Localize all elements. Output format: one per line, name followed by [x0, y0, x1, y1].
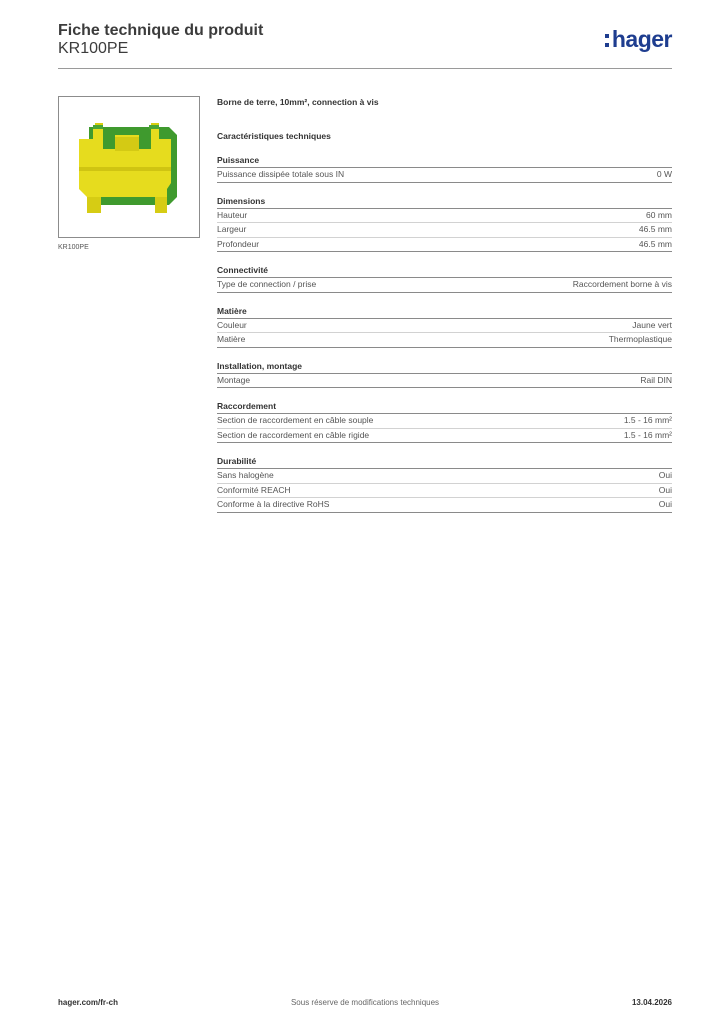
section-matiere — [217, 305, 672, 348]
spec-value: Thermoplastique — [608, 334, 672, 344]
spec-row — [217, 238, 672, 253]
image-caption: KR100PE — [58, 244, 89, 251]
spec-value: 1.5 - 16 mm² — [623, 415, 672, 425]
spec-row — [217, 223, 672, 238]
spec-heading: Caractéristiques techniques — [217, 131, 331, 141]
terminal-block-image — [59, 97, 199, 237]
section-dimensions — [217, 195, 672, 253]
spec-row — [217, 498, 672, 513]
logo-text: hager — [611, 26, 672, 52]
spec-value: 0 W — [656, 169, 672, 179]
spec-value: 1.5 - 16 mm² — [623, 429, 672, 440]
section-title: Connectivité — [217, 264, 672, 278]
spec-label: Conforme à la directive RoHS — [217, 499, 330, 509]
spec-label: Puissance dissipée totale sous IN — [217, 169, 345, 179]
section-durabilite — [217, 455, 672, 513]
document-title: Fiche technique du produit — [58, 22, 264, 39]
spec-label: Type de connection / prise — [217, 279, 317, 289]
spec-label: Section de raccordement en câble souple — [217, 415, 374, 425]
section-title: Durabilité — [217, 455, 672, 469]
specifications-panel — [217, 96, 672, 513]
section-raccordement — [217, 400, 672, 443]
spec-label: Section de raccordement en câble rigide — [217, 429, 370, 440]
spec-row — [217, 469, 672, 484]
spec-row — [217, 319, 672, 334]
section-title: Matière — [217, 305, 672, 319]
section-puissance — [217, 154, 672, 183]
page-header — [58, 22, 672, 70]
spec-value: Rail DIN — [640, 374, 672, 385]
spec-label: Profondeur — [217, 238, 260, 249]
spec-row — [217, 278, 672, 293]
spec-label: Matière — [217, 334, 246, 344]
section-title: Installation, montage — [217, 360, 672, 374]
spec-value: 60 mm — [646, 209, 672, 220]
spec-row — [217, 209, 672, 224]
hager-logo — [612, 26, 672, 53]
website-link[interactable]: hager.com/fr-ch — [58, 998, 119, 1007]
spec-value: 46.5 mm — [638, 224, 672, 234]
spec-value: Raccordement borne à vis — [572, 279, 672, 289]
section-title: Raccordement — [217, 400, 672, 414]
spec-value: Oui — [658, 499, 672, 509]
section-installation — [217, 360, 672, 389]
section-title: Dimensions — [217, 195, 672, 209]
product-image-frame — [58, 96, 200, 238]
spec-label: Hauteur — [217, 209, 248, 220]
spec-row — [217, 333, 672, 348]
spec-label: Montage — [217, 374, 251, 385]
spec-label: Couleur — [217, 319, 247, 330]
header-divider — [58, 68, 672, 69]
spec-label: Largeur — [217, 224, 247, 234]
footer-disclaimer: Sous réserve de modifications techniques — [290, 998, 440, 1007]
spec-row — [217, 374, 672, 389]
spec-label: Conformité REACH — [217, 484, 291, 495]
spec-row — [217, 484, 672, 499]
spec-value: Oui — [658, 470, 672, 480]
spec-label: Sans halogène — [217, 470, 274, 480]
logo-dots-icon — [605, 34, 609, 47]
product-code: KR100PE — [58, 40, 129, 57]
section-connectivite — [217, 264, 672, 293]
footer-date: 13.04.2026 — [631, 998, 672, 1007]
product-description: Borne de terre, 10mm², connection à vis — [217, 97, 379, 107]
section-title: Puissance — [217, 154, 672, 168]
spec-value: 46.5 mm — [638, 238, 672, 249]
spec-value: Jaune vert — [632, 319, 672, 330]
spec-value: Oui — [658, 484, 672, 495]
spec-row — [217, 168, 672, 183]
spec-row — [217, 429, 672, 444]
spec-row — [217, 414, 672, 429]
page-footer — [58, 998, 672, 1010]
